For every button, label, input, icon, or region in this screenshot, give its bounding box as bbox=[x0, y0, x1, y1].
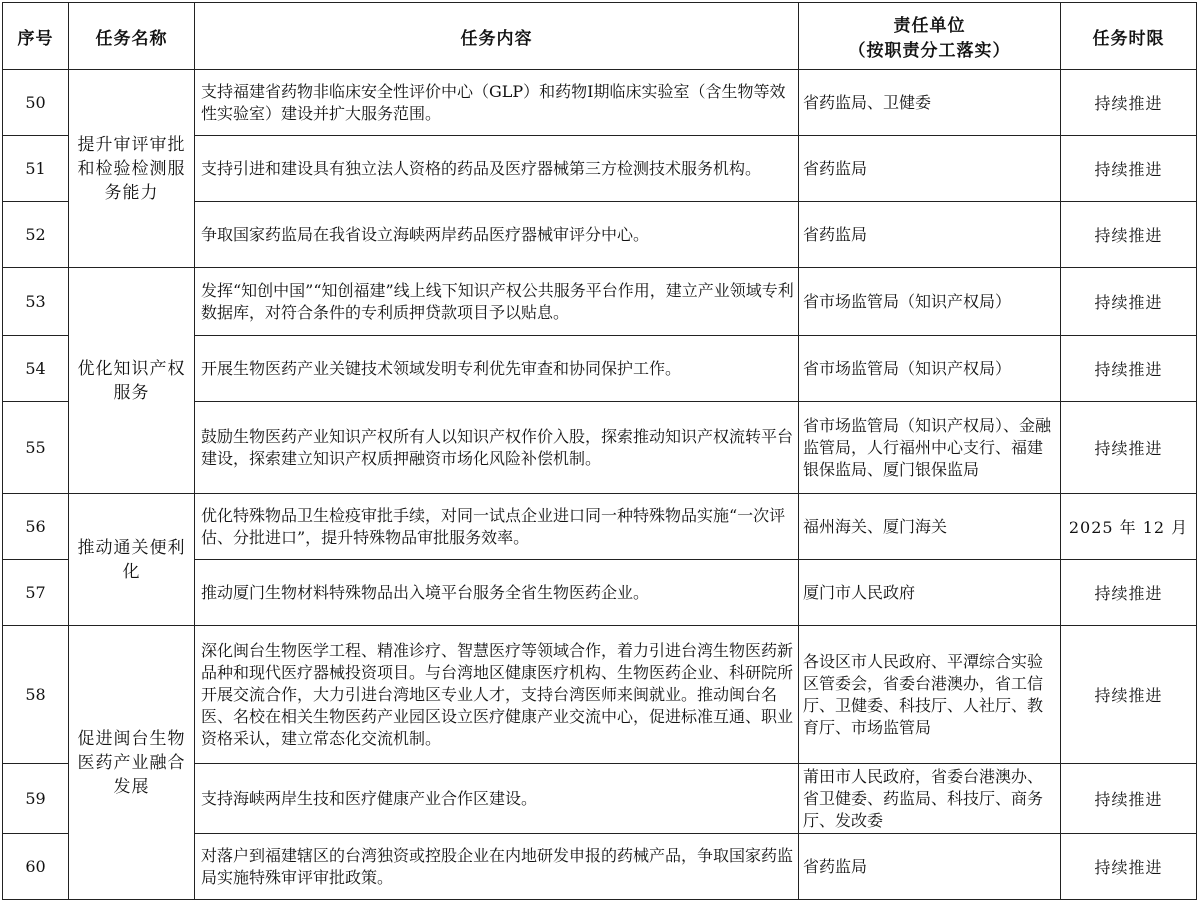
header-task-content: 任务内容 bbox=[195, 3, 799, 70]
row-content: 支持福建省药物非临床安全性评价中心（GLP）和药物Ⅰ期临床实验室（含生物等效性实验室）建设并扩大服务范围。 bbox=[195, 70, 799, 136]
row-deadline: 持续推进 bbox=[1061, 834, 1197, 900]
table-row bbox=[3, 626, 1197, 764]
row-unit: 省药监局 bbox=[799, 834, 1061, 900]
row-unit: 省药监局、卫健委 bbox=[799, 70, 1061, 136]
row-content: 对落户到福建辖区的台湾独资或控股企业在内地研发申报的药械产品，争取国家药监局实施特殊审评审批政策。 bbox=[195, 834, 799, 900]
header-seq: 序号 bbox=[3, 3, 69, 70]
row-unit: 莆田市人民政府，省委台港澳办、省卫健委、药监局、科技厅、商务厅、发改委 bbox=[799, 764, 1061, 834]
row-seq: 57 bbox=[3, 560, 69, 626]
row-seq: 59 bbox=[3, 764, 69, 834]
row-deadline: 持续推进 bbox=[1061, 560, 1197, 626]
table-row bbox=[3, 494, 1197, 560]
row-deadline: 2025 年 12 月 bbox=[1061, 494, 1197, 560]
row-content: 开展生物医药产业关键技术领域发明专利优先审查和协同保护工作。 bbox=[195, 336, 799, 402]
header-unit-line2: （按职责分工落实） bbox=[848, 41, 1011, 61]
row-unit: 省市场监管局（知识产权局）、金融监管局，人行福州中心支行、福建银保监局、厦门银保监局 bbox=[799, 402, 1061, 494]
row-content: 鼓励生物医药产业知识产权所有人以知识产权作价入股，探索推动知识产权流转平台建设，探索建立知识产权质押融资市场化风险补偿机制。 bbox=[195, 402, 799, 494]
row-seq: 56 bbox=[3, 494, 69, 560]
row-content: 优化特殊物品卫生检疫审批手续，对同一试点企业进口同一种特殊物品实施“一次评估、分批进口”，提升特殊物品审批服务效率。 bbox=[195, 494, 799, 560]
row-seq: 52 bbox=[3, 202, 69, 268]
row-unit: 省市场监管局（知识产权局） bbox=[799, 336, 1061, 402]
group-name: 提升审评审批和检验检测服务能力 bbox=[69, 70, 195, 268]
row-content: 支持引进和建设具有独立法人资格的药品及医疗器械第三方检测技术服务机构。 bbox=[195, 136, 799, 202]
row-content: 支持海峡两岸生技和医疗健康产业合作区建设。 bbox=[195, 764, 799, 834]
group-name: 促进闽台生物医药产业融合发展 bbox=[69, 626, 195, 900]
row-seq: 51 bbox=[3, 136, 69, 202]
header-responsible-unit bbox=[799, 3, 1061, 70]
row-deadline: 持续推进 bbox=[1061, 626, 1197, 764]
row-unit: 省药监局 bbox=[799, 202, 1061, 268]
row-unit: 省药监局 bbox=[799, 136, 1061, 202]
document-page bbox=[2, 2, 1197, 900]
row-deadline: 持续推进 bbox=[1061, 402, 1197, 494]
header-unit-line1: 责任单位 bbox=[893, 16, 966, 36]
row-content: 发挥“知创中国”“知创福建”线上线下知识产权公共服务平台作用，建立产业领域专利数据库，对符合条件的专利质押贷款项目予以贴息。 bbox=[195, 268, 799, 336]
row-deadline: 持续推进 bbox=[1061, 136, 1197, 202]
row-deadline: 持续推进 bbox=[1061, 202, 1197, 268]
header-row bbox=[3, 3, 1197, 70]
task-table bbox=[2, 2, 1197, 900]
header-task-name: 任务名称 bbox=[69, 3, 195, 70]
row-deadline: 持续推进 bbox=[1061, 764, 1197, 834]
row-unit: 各设区市人民政府、平潭综合实验区管委会，省委台港澳办，省工信厅、卫健委、科技厅、人社厅、教育厅、市场监管局 bbox=[799, 626, 1061, 764]
row-seq: 50 bbox=[3, 70, 69, 136]
row-unit: 厦门市人民政府 bbox=[799, 560, 1061, 626]
row-content: 推动厦门生物材料特殊物品出入境平台服务全省生物医药企业。 bbox=[195, 560, 799, 626]
table-row bbox=[3, 70, 1197, 136]
row-deadline: 持续推进 bbox=[1061, 268, 1197, 336]
row-unit: 省市场监管局（知识产权局） bbox=[799, 268, 1061, 336]
row-seq: 55 bbox=[3, 402, 69, 494]
row-seq: 53 bbox=[3, 268, 69, 336]
row-content: 深化闽台生物医学工程、精准诊疗、智慧医疗等领域合作，着力引进台湾生物医药新品种和现代医疗器械投资项目。与台湾地区健康医疗机构、生物医药企业、科研院所开展交流合作，大力引进台湾地区专业人才，支持台湾医师来闽就业。推动闽台名医、名校在相关生物医药产业园区设立医疗健康产业交流中心，促进标准互通、职业资格采认，建立常态化交流机制。 bbox=[195, 626, 799, 764]
group-name: 推动通关便利化 bbox=[69, 494, 195, 626]
row-deadline: 持续推进 bbox=[1061, 70, 1197, 136]
row-deadline: 持续推进 bbox=[1061, 336, 1197, 402]
header-deadline: 任务时限 bbox=[1061, 3, 1197, 70]
table-row bbox=[3, 268, 1197, 336]
row-unit: 福州海关、厦门海关 bbox=[799, 494, 1061, 560]
group-name: 优化知识产权服务 bbox=[69, 268, 195, 494]
row-seq: 58 bbox=[3, 626, 69, 764]
row-content: 争取国家药监局在我省设立海峡两岸药品医疗器械审评分中心。 bbox=[195, 202, 799, 268]
row-seq: 60 bbox=[3, 834, 69, 900]
row-seq: 54 bbox=[3, 336, 69, 402]
